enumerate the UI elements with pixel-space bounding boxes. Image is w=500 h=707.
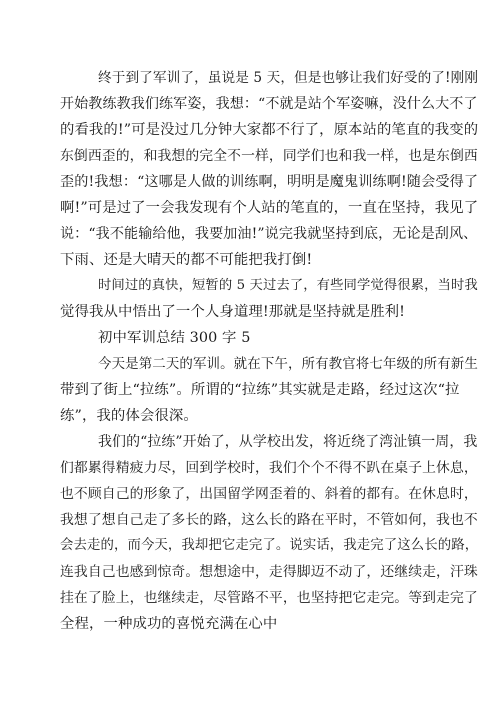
paragraph-2-line-1: 时间过的真快，短暂的 5 天过去了，有些同学觉得很累，当时我 bbox=[98, 278, 478, 293]
paragraph-4-line-3: 也不顾自己的形象了，出国留学网歪着的、斜着的都有。在休息时， bbox=[60, 486, 478, 502]
paragraph-4-line-5: 会去走的，而今天，我却把它走完了。说实话，我走完了这么长的路， bbox=[60, 538, 479, 553]
paragraph-4-line-1: 我们的“拉练”开始了，从学校出发，将近绕了湾沚镇一周，我 bbox=[98, 434, 478, 450]
paragraph-4-line-4: 我想了想自己走了多长的路，这么长的路在平时，不管如何，我也不 bbox=[60, 512, 478, 528]
paragraph-1-line-3: 的看我的!”可是没过几分钟大家都不行了，原本站的笔直的我变的 bbox=[60, 122, 479, 138]
paragraph-1-line-7: 说：“我不能输给他，我要加油!”说完我就坚持到底，无论是刮风、 bbox=[60, 226, 478, 242]
paragraph-3-line-1: 今天是第二天的军训。就在下午，所有教官将七年级的所有新生 bbox=[98, 356, 478, 372]
paragraph-1-line-2: 开始教练教我们练军姿，我想：“不就是站个军姿嘛，没什么大不了 bbox=[60, 96, 478, 112]
paragraph-1-line-6: 啊!”可是过了一会我发现有个人站的笔直的，一直在坚持，我见了 bbox=[60, 200, 479, 216]
paragraph-4-line-2: 们都累得精疲力尽，回到学校时，我们个个不得不趴在桌子上休息， bbox=[60, 460, 478, 476]
paragraph-2-line-2: 觉得我从中悟出了一个人身道理!那就是坚持就是胜利! bbox=[60, 304, 406, 320]
paragraph-4-line-8: 全程，一种成功的喜悦充满在心中 bbox=[60, 616, 278, 632]
paragraph-1-line-1: 终于到了军训了，虽说是 5 天，但是也够让我们好受的了!刚刚 bbox=[98, 70, 479, 86]
paragraph-3-line-3: 练”，我的体会很深。 bbox=[60, 408, 198, 424]
paragraph-3-line-2: 带到了街上“拉练”。所谓的“拉练”其实就是走路，经过这次“拉 bbox=[60, 382, 460, 398]
paragraph-1-line-8: 下雨、还是大晴天的都不可能把我打倒! bbox=[60, 252, 313, 268]
paragraph-1-line-5: 歪的!我想：“这哪是人做的训练啊，明明是魔鬼训练啊!随会受得了 bbox=[60, 174, 479, 190]
paragraph-4-line-7: 挂在了脸上，也继续走，尽管路不平，也坚持把它走完。等到走完了 bbox=[60, 590, 478, 606]
paragraph-4-line-6: 连我自己也感到惊奇。想想途中，走得脚迈不动了，还继续走，汗珠 bbox=[60, 564, 478, 580]
section-heading: 初中军训总结 300 字 5 bbox=[98, 330, 251, 346]
paragraph-1-line-4: 东倒西歪的，和我想的完全不一样，同学们也和我一样，也是东倒西 bbox=[60, 148, 478, 164]
